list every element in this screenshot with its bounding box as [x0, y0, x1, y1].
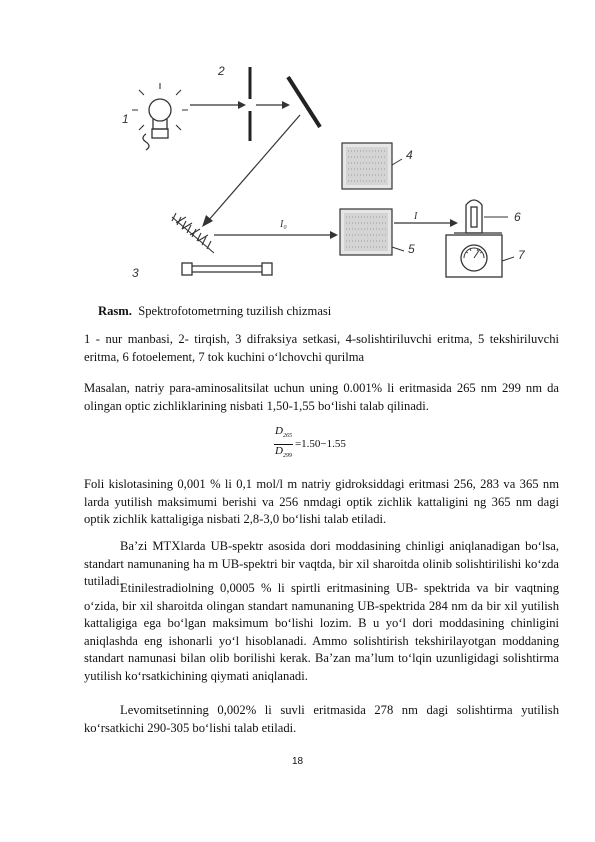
reference-solution-cuvette — [342, 143, 392, 189]
paragraph: Foli kislotasining 0,001 % li 0,1 mol/l m natriy gidroksiddagi eritmasi 256, 283 va 365 nm larda yutilish maksimumi berishi va 256 nmdagi optik zichlik kattaligini ng 365 nm dagi optik zichlik kattaligiga nisbati 2,8-3,0 bo‘lishi talab etiladi. — [84, 477, 559, 527]
optical-density-ratio-formula — [274, 426, 346, 462]
light-source-icon — [132, 83, 188, 150]
figure-label-7: 7 — [518, 248, 525, 262]
paragraph: Levomitsetinning 0,002% li suvli eritmasida 278 nm dagi solishtirma yutilish ko‘rsatkichi 290-305 bo‘lishi talab etiladi. — [84, 703, 559, 735]
figure-label-1: 1 — [122, 112, 129, 126]
figure-caption — [98, 304, 331, 319]
figure-label-3: 3 — [132, 266, 139, 280]
figure-label-5: 5 — [408, 242, 415, 256]
mirror-icon — [288, 77, 320, 127]
beam-label-i0: I₀ — [280, 219, 287, 230]
caption-label: Rasm. — [98, 304, 132, 318]
beam-line — [208, 115, 300, 221]
arrow-head — [450, 219, 458, 227]
denominator-symbol: D — [275, 444, 283, 457]
beam-label-i: I — [414, 211, 418, 222]
arrow-head — [330, 231, 338, 239]
caption-description: 1 - nur manbasi, 2- tirqish, 3 difraksiya setkasi, 4-solishtiriluvchi eritma, 5 tekshiriluvchi eritma, 6 fotoelement, 7 tok kuchini o‘lchovchi qurilma — [84, 332, 559, 364]
light-tube-icon — [182, 263, 272, 275]
test-solution-cuvette — [340, 209, 392, 255]
spectrophotometer-diagram — [110, 55, 540, 290]
formula-rhs: =1.50−1.55 — [294, 438, 346, 450]
figure-label-4: 4 — [406, 148, 413, 162]
formula-denominator — [275, 445, 292, 463]
arrow-head — [282, 101, 290, 109]
label-leader — [392, 247, 404, 251]
paragraph: Ba’zi MTXlarda UB-spektr asosida dori moddasining chinligi aniqlanadigan bo‘lsa, standart namunaning ha m UB-spektri bir vaqtda, bir xil sharoitda olinib solishtirilishi ko‘zda tutiladi. — [84, 539, 559, 589]
current-meter-icon — [446, 235, 502, 277]
formula-fraction — [274, 425, 293, 462]
paragraph: Masalan, natriy para-aminosalitsilat uchun uning 0.001% li eritmasida 265 nm 299 nm da olingan optic zichliklarining nisbati 1,50-1,55 bo‘lishi talab qilinadi. — [84, 381, 559, 413]
numerator-symbol: D — [275, 425, 283, 438]
diagram-svg — [110, 55, 540, 290]
label-leader — [502, 257, 514, 261]
formula-numerator — [274, 425, 293, 444]
caption-title: Spektrofotometrning tuzilish chizmasi — [138, 304, 332, 318]
figure-label-6: 6 — [514, 210, 521, 224]
arrow-head — [238, 101, 246, 109]
label-leader — [392, 159, 402, 165]
denominator-subscript: 299 — [282, 452, 292, 459]
numerator-subscript: 265 — [282, 433, 292, 440]
figure-label-2: 2 — [218, 64, 225, 78]
paragraph: Etinilestradiolning 0,0005 % li spirtli eritmasining UB- spektrida va bir vaqtning o‘zida, bir xil sharoitda olingan standart namunaning UB-spektrida 284 nm da bir xil yutilish kattaligiga ega bo‘lgan maksimum bo‘lishi lozim. B u yo‘l dori moddasining chinligini aniqlashda eng ishonarli yo‘l hisoblanadi. Ammo solishtirish tekshirilayotgan moddaning standart namunasi bilan olib borilishi kerak. Ba’zan ma’lum to‘lqin uzunligidagi solishtirma yutilish ko‘rsatkichining qiymati aniqlanadi. — [84, 581, 559, 683]
page-number: 18 — [291, 756, 304, 767]
